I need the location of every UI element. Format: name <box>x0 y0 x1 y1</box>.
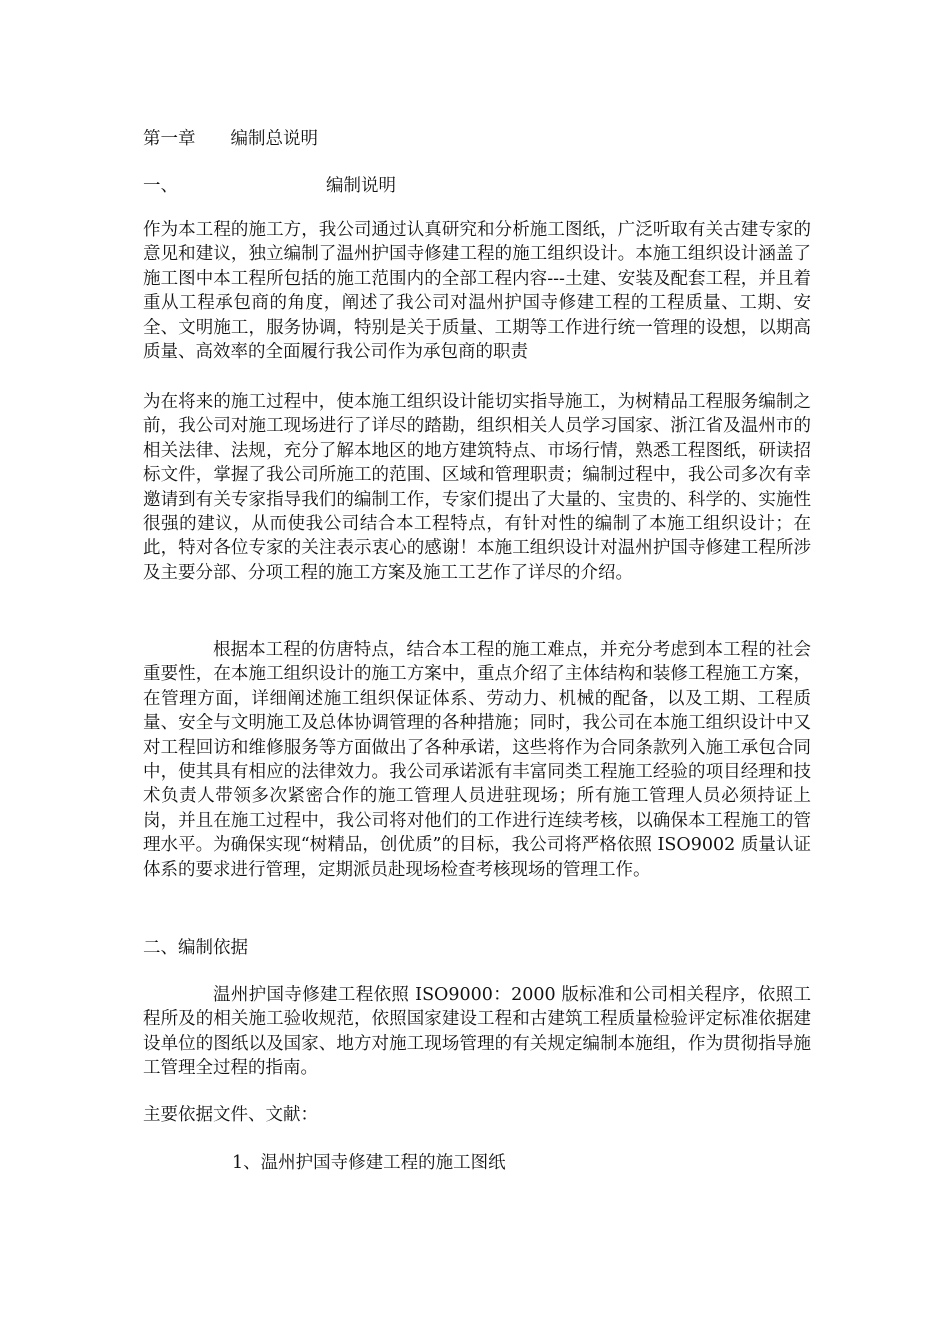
references-heading: 主要依据文件、文献： <box>143 1105 318 1125</box>
paragraph-4: 温州护国寺修建工程依照 ISO9000：2000 版标准和公司相关程序，依照工程所及的相关施工验收规范，依照国家建设工程和古建筑工程质量检验评定标准依据建设单位的图纸以及国家、地方对施工现场管理的有关规定编制本施组，作为贯彻指导施工管理全过程的指南。 <box>143 985 811 1079</box>
section1-title: 编制说明 <box>326 176 396 196</box>
section2-title: 二、编制依据 <box>143 938 248 958</box>
chapter-title: 第一章 编制总说明 <box>143 129 318 149</box>
paragraph-1: 作为本工程的施工方，我公司通过认真研究和分析施工图纸，广泛听取有关古建专家的意见和建议，独立编制了温州护国寺修建工程的施工组织设计。本施工组织设计涵盖了施工图中本工程所包括的施工范围内的全部工程内容---土建、安装及配套工程，并且着重从工程承包商的角度，阐述了我公司对温州护国寺修建工程的工程质量、工期、安全、文明施工，服务协调，特别是关于质量、工期等工作进行统一管理的设想，以期高质量、高效率的全面履行我公司作为承包商的职责 <box>143 220 811 363</box>
section1-number: 一、 <box>143 176 178 196</box>
paragraph-2: 为在将来的施工过程中，使本施工组织设计能切实指导施工，为树精品工程服务编制之前，我公司对施工现场进行了详尽的踏勘，组织相关人员学习国家、浙江省及温州市的相关法律、法规，充分了解本地区的地方建筑特点、市场行情，熟悉工程图纸，研读招标文件，掌握了我公司所施工的范围、区域和管理职责；编制过程中，我公司多次有幸邀请到有关专家指导我们的编制工作，专家们提出了大量的、宝贵的、科学的、实施性很强的建议，从而使我公司结合本工程特点，有针对性的编制了本施工组织设计；在此，特对各位专家的关注表示衷心的感谢！本施工组织设计对温州护国寺修建工程所涉及主要分部、分项工程的施工方案及施工工艺作了详尽的介绍。 <box>143 392 811 583</box>
paragraph-3: 根据本工程的仿唐特点，结合本工程的施工难点，并充分考虑到本工程的社会重要性，在本施工组织设计的施工方案中，重点介绍了主体结构和装修工程施工方案，在管理方面，详细阐述施工组织保证体系、劳动力、机械的配备，以及工期、工程质量、安全与文明施工及总体协调管理的各种措施；同时，我公司在本施工组织设计中又对工程回访和维修服务等方面做出了各种承诺，这些将作为合同条款列入施工承包合同中，使其具有相应的法律效力。我公司承诺派有丰富同类工程施工经验的项目经理和技术负责人带领多次紧密合作的施工管理人员进驻现场；所有施工管理人员必须持证上岗，并且在施工过程中，我公司将对他们的工作进行连续考核，以确保本工程施工的管理水平。为确保实现“树精品，创优质”的目标，我公司将严格依照 ISO9002 质量认证体系的要求进行管理，定期派员赴现场检查考核现场的管理工作。 <box>143 640 811 880</box>
reference-item-1: 1、温州护国寺修建工程的施工图纸 <box>232 1153 506 1173</box>
